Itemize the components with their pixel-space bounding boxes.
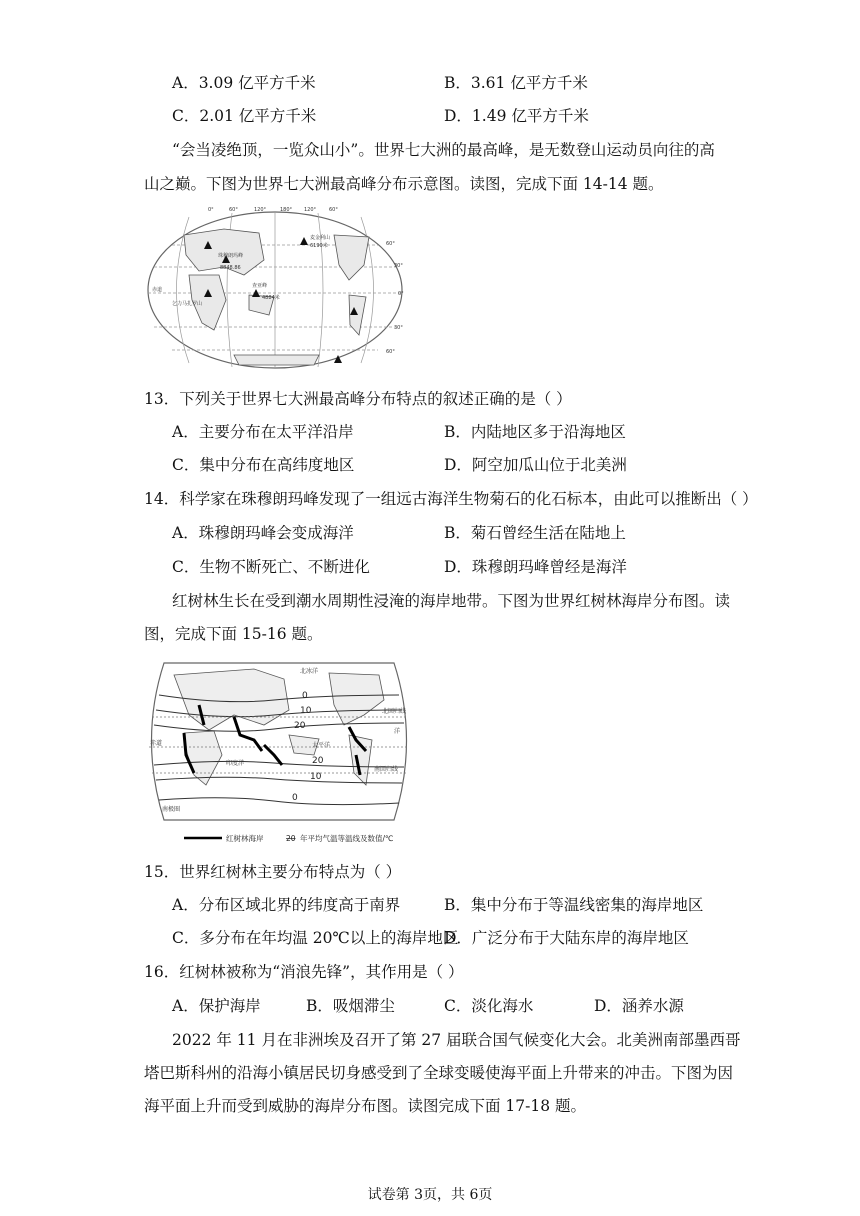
map1-lon-3: 180° [280, 207, 293, 213]
intro2-line1: 红树林生长在受到潮水周期性浸淹的海岸地带。下图为世界红树林海岸分布图。读 [172, 592, 731, 610]
map1-peak-jaya-height: 4884米 [262, 295, 280, 301]
q15-stem: 15．世界红树林主要分布特点为（ ） [144, 863, 402, 881]
map1-lon-0: 0° [208, 207, 214, 213]
q15-option-b: B．集中分布于等温线密集的海岸地区 [444, 896, 704, 914]
map2-label-indian: 印度洋 [226, 760, 245, 767]
map1-peak-mckinley: 麦金利山 [310, 235, 331, 241]
map2-label-tropic-capricorn: 南回归线 [374, 766, 399, 773]
q15-option-d: D．广泛分布于大陆东岸的海岸地区 [444, 929, 689, 947]
legend-coast-label: 红树林海岸 [226, 834, 264, 843]
map1-lon-2: 120° [254, 207, 267, 213]
q13-option-c: C．集中分布在高纬度地区 [172, 456, 355, 474]
map2-iso-10-south: 10 [310, 772, 322, 782]
map2-label-tropic-cancer: 北回归线 [382, 708, 407, 715]
q13-option-a: A．主要分布在太平洋沿岸 [172, 423, 354, 441]
map1-peak-everest-height: 8848.86 [220, 265, 241, 271]
map2-iso-20-north: 20 [294, 721, 306, 731]
q15-option-c: C．多分布在年均温 20℃以上的海岸地区 [172, 929, 459, 947]
q16-option-d: D．涵养水源 [594, 997, 684, 1015]
q16-option-a: A．保护海岸 [172, 997, 261, 1015]
q16-option-b: B．吸烟滞尘 [306, 997, 395, 1015]
intro1-line1: “会当凌绝顶，一览众山小”。世界七大洲的最高峰，是无数登山运动员向往的高 [172, 141, 715, 159]
map2-iso-0-north: 0 [302, 691, 308, 701]
q12-option-b: B．3.61 亿平方千米 [444, 74, 588, 92]
seven-peaks-map [144, 205, 406, 373]
q13-option-d: D．阿空加瓜山位于北美洲 [444, 456, 627, 474]
q16-option-c: C．淡化海水 [444, 997, 534, 1015]
map1-lat-3: 30° [394, 325, 403, 331]
q13-option-b: B．内陆地区多于沿海地区 [444, 423, 626, 441]
map1-equator-label: 赤道 [152, 287, 163, 293]
legend-iso-label: 年平均气温等温线及数值/℃ [300, 834, 394, 843]
q14-option-b: B．菊石曾经生活在陆地上 [444, 524, 626, 542]
map2-label-antarctic: 南极圈 [162, 806, 181, 813]
map1-peak-jaya: 查亚峰 [252, 283, 268, 289]
map2-iso-20-south: 20 [312, 756, 324, 766]
q14-stem: 14．科学家在珠穆朗玛峰发现了一组远古海洋生物菊石的化石标本，由此可以推断出（ ） [144, 490, 758, 508]
intro3-line1: 2022 年 11 月在非洲埃及召开了第 27 届联合国气候变化大会。北美洲南部墨西哥 [172, 1031, 741, 1049]
q14-option-c: C．生物不断死亡、不断进化 [172, 558, 370, 576]
intro1-line2: 山之巅。下图为世界七大洲最高峰分布示意图。读图，完成下面 14-14 题。 [144, 175, 664, 193]
mangrove-map [144, 655, 414, 848]
map2-iso-0-south: 0 [292, 793, 298, 803]
intro2-line2: 图，完成下面 15-16 题。 [144, 625, 323, 643]
map1-lon-1: 60° [229, 207, 238, 213]
q14-option-a: A．珠穆朗玛峰会变成海洋 [172, 524, 354, 542]
map2-label-ocean: 洋 [394, 728, 401, 735]
q16-stem: 16．红树林被称为“消浪先锋”，其作用是（ ） [144, 963, 464, 981]
map2-label-arctic: 北冰洋 [300, 668, 319, 675]
q12-option-a: A．3.09 亿平方千米 [172, 74, 316, 92]
q13-stem: 13．下列关于世界七大洲最高峰分布特点的叙述正确的是（ ） [144, 390, 572, 408]
intro3-line3: 海平面上升而受到威胁的海岸分布图。读图完成下面 17-18 题。 [144, 1097, 587, 1115]
page-footer: 试卷第 3页，共 6页 [367, 1187, 493, 1203]
map2-label-pacific: 太平洋 [312, 742, 331, 749]
map1-lat-4: 60° [386, 349, 395, 355]
q12-option-c: C．2.01 亿平方千米 [172, 107, 317, 125]
map1-peak-mckinley-height: 6190米 [310, 243, 328, 249]
legend-iso-value: 20 [286, 834, 296, 843]
map2-iso-10-north: 10 [300, 706, 312, 716]
map2-label-equator: 赤道 [150, 740, 163, 747]
map1-peak-everest: 珠穆朗玛峰 [218, 253, 244, 259]
intro3-line2: 塔巴斯科州的沿海小镇居民切身感受到了全球变暖使海平面上升带来的冲击。下图为因 [144, 1064, 734, 1082]
q12-option-d: D．1.49 亿平方千米 [444, 107, 589, 125]
map1-lat-0: 60° [386, 241, 395, 247]
map1-peak-kilimanjaro: 乞力马扎罗山 [172, 301, 203, 307]
map1-lat-2: 0° [398, 291, 404, 297]
q15-option-a: A．分布区域北界的纬度高于南界 [172, 896, 401, 914]
map1-lon-4: 120° [304, 207, 317, 213]
q14-option-d: D．珠穆朗玛峰曾经是海洋 [444, 558, 627, 576]
map1-lon-5: 60° [329, 207, 338, 213]
map1-lat-1: 30° [394, 263, 403, 269]
